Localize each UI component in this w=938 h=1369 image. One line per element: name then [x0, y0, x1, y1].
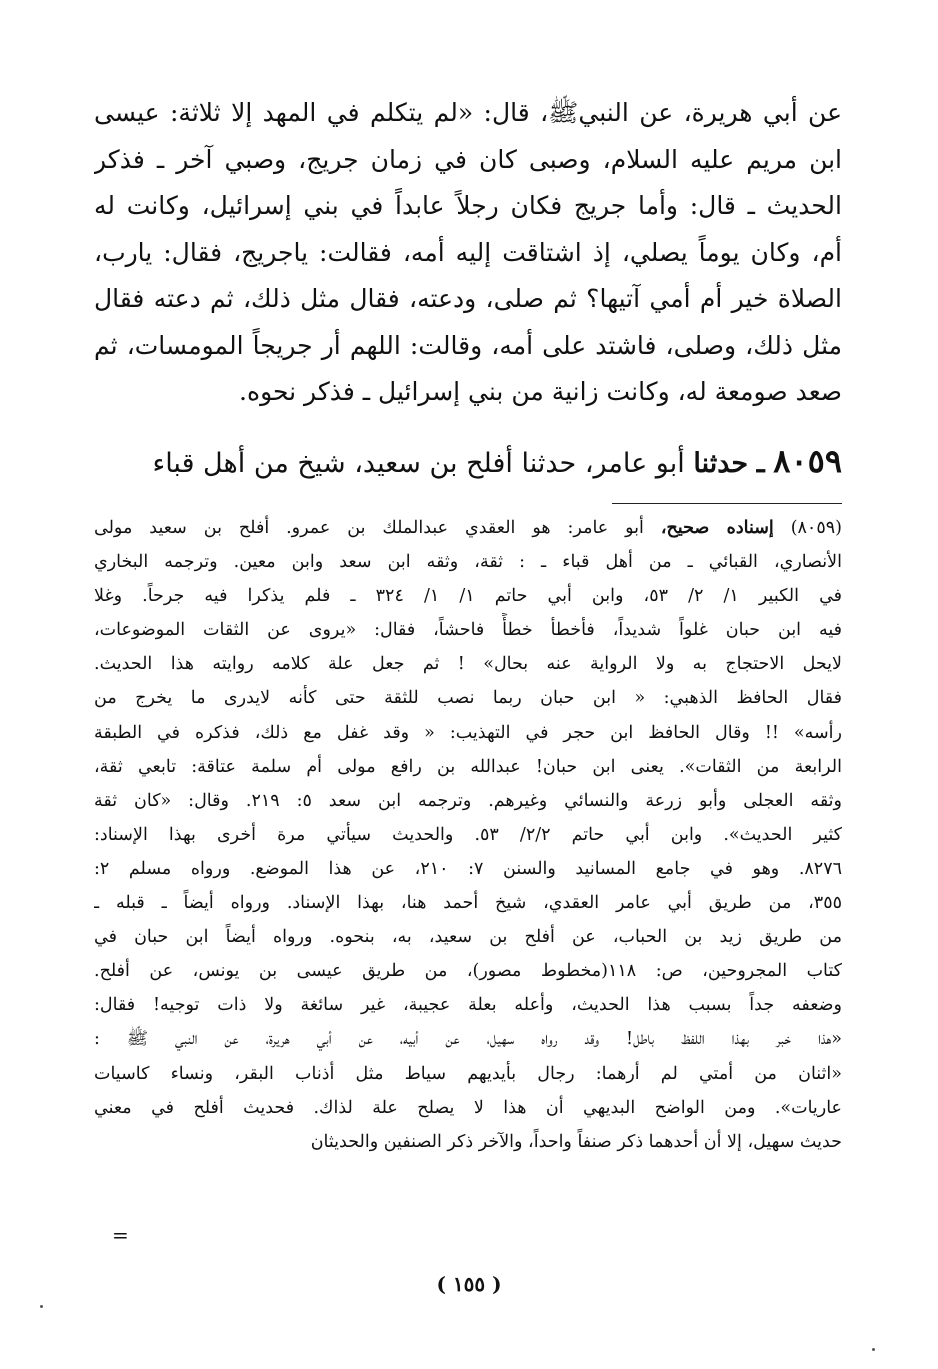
- footnote-line: حديث سهيل، إلا أن أحدهما ذكر صنفاً واحداً، والآخر ذكر الصنفين والحديثان: [310, 1131, 842, 1152]
- footnote-line: «هذا خبر بهذا اللفظ باطل! وقد رواه سهيل، عن أبيه، عن أبي هريرة، عن النبي ﷺ :: [94, 1029, 842, 1050]
- hadith-chain-text: أبو عامر، حدثنا أفلح بن سعيد، شيخ من أهل قباء: [152, 448, 685, 479]
- footnote-text: أبو عامر: هو العقدي عبدالملك بن عمرو. أفلح بن سعيد مولى: [94, 518, 644, 538]
- footnote-grading: إسناده صحيح،: [660, 518, 774, 538]
- footnote-line: كتاب المجروحين، ص: ١١٨(مخطوط مصور)، من طريق عيسى بن يونس، عن أفلح.: [94, 961, 842, 982]
- scan-speck: [40, 1305, 43, 1308]
- main-text-line: عن أبي هريرة، عن النبيﷺ، قال: «لم يتكلم في المهد إلا ثلاثة: عيسى: [94, 98, 842, 127]
- main-text-line: أم، وكان يوماً يصلي، إذ اشتاقت إليه أمه، فقالت: ياجريج، فقال: يارب،: [94, 237, 842, 267]
- main-text-line: مثل ذلك، وصلى، فاشتد على أمه، وقالت: اللهم أر جريجاً المومسات، ثم: [94, 330, 842, 360]
- scan-speck: [872, 1348, 875, 1351]
- footnote-line: رأسه» !! وقال الحافظ ابن حجر في التهذيب: « وقد غفل مع ذلك، فذكره في الطبقة: [94, 722, 842, 743]
- footnote-line: في الكبير ١/ ٢/ ٥٣، وابن أبي حاتم ١/ ١/ ٣٢٤ ـ فلم يذكرا فيه جرحاً. وغلا: [94, 586, 842, 607]
- footnote-line: [94, 511, 842, 545]
- hadith-narration-word: حدثنا: [693, 448, 749, 479]
- footnote-line: الأنصاري، القبائي ـ من أهل قباء ـ : ثقة، وثقه ابن سعد وابن معين. وترجمه البخاري: [94, 552, 842, 573]
- footnote-line: ٨٢٧٦. وهو في جامع المسانيد والسنن ٧: ٢١٠، عن هذا الموضع. ورواه مسلم ٢:: [94, 858, 842, 879]
- footnote-line: ٣٥٥، من طريق أبي عامر العقدي، شيخ أحمد هنا، بهذا الإسناد. ورواه أيضاً ـ قبله ـ: [94, 893, 842, 914]
- footnote-line: كثير الحديث». وابن أبي حاتم ٢/٢/ ٥٣. والحديث سيأتي مرة أخرى بهذا الإسناد:: [94, 824, 842, 845]
- hadith-heading: [94, 436, 842, 489]
- footnote-line: «اثنان من أمتي لم أرهما: رجال بأيديهم سياط مثل أذناب البقر، ونساء كاسيات: [94, 1063, 842, 1084]
- footnote-separator: [612, 503, 842, 504]
- main-text-line: الحديث ـ قال: وأما جريج فكان رجلاً عابداً في بني إسرائيل، وكانت له: [94, 191, 842, 220]
- page-number: ( ١٥٥ ): [436, 1272, 502, 1296]
- footnote-line: فيه ابن حبان غلواً شديداً، فأخطأ خطأً فاحشاً، فقال: «يروى عن الثقات الموضوعات،: [94, 620, 842, 641]
- footnote-line: فقال الحافظ الذهبي: « ابن حبان ربما نصب للثقة حتى كأنه لايدرى ما يخرج من: [94, 688, 842, 709]
- footnote-line: الرابعة من الثقات». يعنى ابن حبان! عبدالله بن رافع مولى أم سلمة عتاقة: تابعي ثقة،: [94, 756, 842, 777]
- footnote-number: (٨٠٥٩): [790, 518, 842, 538]
- main-text-line: ابن مريم عليه السلام، وصبى كان في زمان جريج، وصبي آخر ـ فذكر: [94, 144, 842, 174]
- hadith-number: ٨٠٥٩: [773, 442, 842, 480]
- footnotes-block: [94, 511, 842, 1159]
- main-text-line: صعد صومعة له، وكانت زانية من بني إسرائيل ـ فذكر نحوه.: [239, 377, 842, 406]
- main-text-line: الصلاة خير أم أمي آتيها؟ ثم صلى، ودعته، فقال مثل ذلك، ثم دعته فقال: [94, 284, 842, 313]
- footnote-line: لايحل الاحتجاج به ولا الرواية عنه بحال» ! ثم جعل علة كلامه روايته هذا الحديث.: [94, 654, 842, 675]
- footnote-line: وضعفه جداً بسبب هذا الحديث، وأعله بعلة عجيبة، غير سائغة ولا ذات توجيه! فقال:: [94, 995, 842, 1016]
- footnote-line: وثقه العجلى وأبو زرعة والنسائي وغيرهم. وترجمه ابن سعد ٥: ٢١٩. وقال: «كان ثقة: [94, 790, 842, 811]
- footnote-line: عاريات». ومن الواضح البديهي أن هذا لا يصلح علة لذاك. فحديث أفلح في معني: [94, 1097, 842, 1118]
- hadith-dash: ـ: [756, 448, 765, 479]
- footnote-line: من طريق زيد بن الحباب، عن أفلح بن سعيد، به، بنحوه. ورواه أيضاً ابن حبان في: [94, 927, 842, 948]
- main-text-block: [94, 90, 842, 416]
- continuation-mark: =: [112, 1223, 129, 1247]
